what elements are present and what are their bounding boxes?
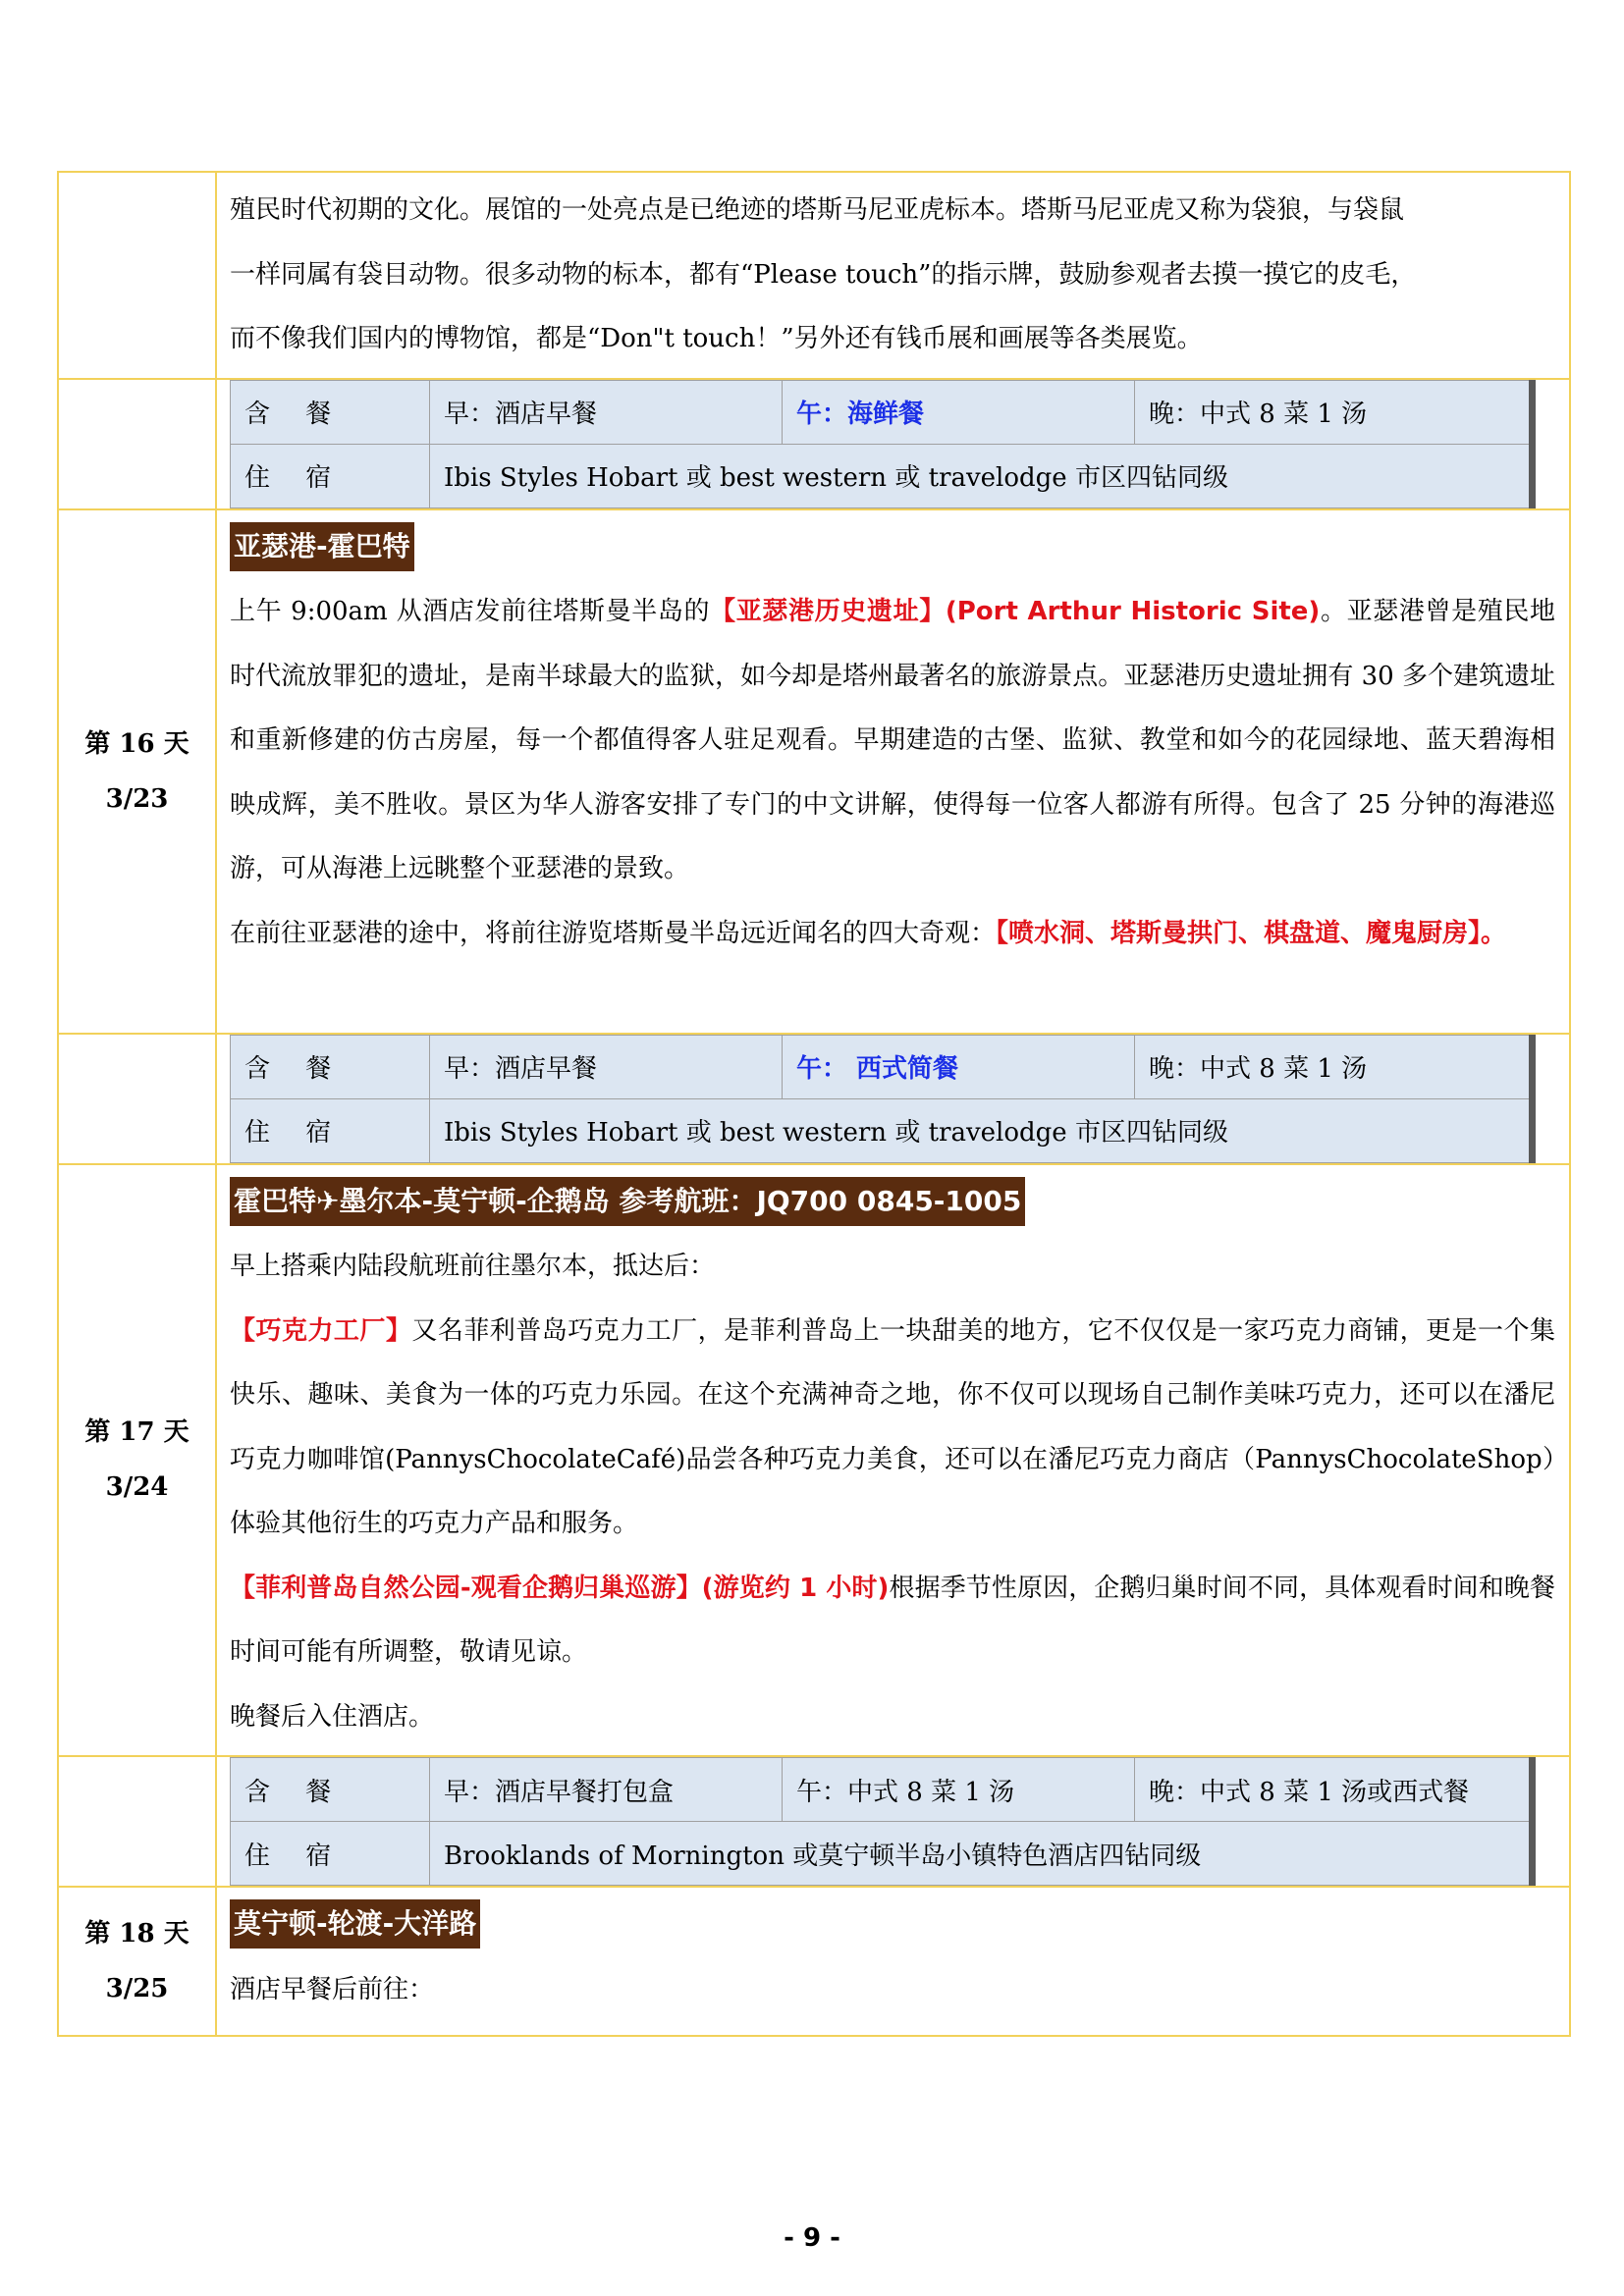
highlight-attraction: 【喷水洞、塔斯曼拱门、棋盘道、魔鬼厨房】。	[996, 918, 1507, 948]
dinner: 晚：中式 8 菜 1 汤或西式餐	[1135, 1758, 1533, 1822]
day-content	[216, 1164, 1570, 1757]
meal-lodging-table	[230, 1757, 1536, 1886]
dinner: 晚：中式 8 菜 1 汤	[1135, 1035, 1533, 1098]
day-cell-empty	[58, 1756, 216, 1887]
lodging-value: Ibis Styles Hobart 或 best western 或 travelodge 市区四钻同级	[430, 1098, 1533, 1162]
info-cell	[216, 379, 1570, 509]
day-cell	[58, 1164, 216, 1757]
day-number: 第 18 天	[84, 1919, 189, 1949]
intro-content	[216, 172, 1570, 379]
breakfast: 早：酒店早餐	[430, 380, 783, 444]
intro-line: 一样同属有袋目动物。很多动物的标本，都有“Please touch”的指示牌，鼓励参观者去摸一摸它的皮毛，	[230, 259, 1417, 290]
day-cell-empty	[58, 172, 216, 379]
lodging-label: 住 宿	[231, 444, 430, 507]
breakfast: 早：酒店早餐打包盒	[430, 1758, 783, 1822]
dinner: 晚：中式 8 菜 1 汤	[1135, 380, 1533, 444]
highlight-attraction: 【菲利普岛自然公园-观看企鹅归巢巡游】(游览约 1 小时)	[230, 1573, 890, 1603]
day-cell-empty	[58, 1034, 216, 1164]
info-row	[58, 1756, 1570, 1887]
lodging-value: Ibis Styles Hobart 或 best western 或 travelodge 市区四钻同级	[430, 444, 1533, 507]
intro-line: 而不像我们国内的博物馆，都是“Don"t touch！”另外还有钱币展和画展等各类展览。	[230, 324, 1203, 353]
lunch: 午：中式 8 菜 1 汤	[783, 1758, 1135, 1822]
day-row	[58, 1164, 1570, 1757]
lodging-row	[231, 1098, 1533, 1162]
day-cell	[58, 509, 216, 1034]
lodging-label: 住 宿	[231, 1098, 430, 1162]
paragraph: 【巧克力工厂】又名菲利普岛巧克力工厂，是菲利普岛上一块甜美的地方，它不仅仅是一家巧克力商铺，更是一个集快乐、趣味、美食为一体的巧克力乐园。在这个充满神奇之地，你不仅可以现场自己制作美味巧克力，还可以在潘尼巧克力咖啡馆(PannysChocolateCafé)品尝各种巧克力美食，还可以在潘尼巧克力商店（PannysChocolateShop）体验其他衍生的巧克力产品和服务。	[230, 1315, 1555, 1538]
meal-row	[231, 1035, 1533, 1098]
day-content	[216, 509, 1570, 1034]
day-title: 亚瑟港-霍巴特	[230, 522, 414, 571]
paragraph: 早上搭乘内陆段航班前往墨尔本，抵达后：	[230, 1252, 716, 1281]
intro-line: 殖民时代初期的文化。展馆的一处亮点是已绝迹的塔斯马尼亚虎标本。塔斯马尼亚虎又称为袋狼，与袋鼠	[230, 195, 1405, 225]
meal-label: 含 餐	[231, 1035, 430, 1098]
lunch: 午：海鲜餐	[783, 380, 1135, 444]
meal-lodging-table	[230, 1035, 1536, 1163]
itinerary-table	[57, 171, 1571, 2037]
day-title: 莫宁顿-轮渡-大洋路	[230, 1899, 480, 1949]
meal-row	[231, 380, 1533, 444]
lunch: 午： 西式简餐	[783, 1035, 1135, 1098]
lodging-row	[231, 1822, 1533, 1886]
page-number: - 9 -	[784, 2223, 840, 2253]
meal-label: 含 餐	[231, 1758, 430, 1822]
day-number: 第 16 天	[84, 728, 189, 759]
paragraph: 在前往亚瑟港的途中，将前往游览塔斯曼半岛远近闻名的四大奇观：【喷水洞、塔斯曼拱门、棋盘道、魔鬼厨房】。	[230, 918, 1507, 948]
breakfast: 早：酒店早餐	[430, 1035, 783, 1098]
info-row	[58, 379, 1570, 509]
info-row	[58, 1034, 1570, 1164]
day-number: 第 17 天	[84, 1417, 189, 1448]
day-title: 霍巴特✈墨尔本-莫宁顿-企鹅岛 参考航班：JQ700 0845-1005	[230, 1177, 1025, 1226]
day-cell-empty	[58, 379, 216, 509]
day-cell	[58, 1887, 216, 2036]
day-row	[58, 1887, 1570, 2036]
day-content	[216, 1887, 1570, 2036]
highlight-attraction: 【亚瑟港历史遗址】(Port Arthur Historic Site)	[710, 597, 1321, 626]
lodging-label: 住 宿	[231, 1822, 430, 1886]
info-cell	[216, 1034, 1570, 1164]
paragraph: 酒店早餐后前往：	[230, 1974, 435, 2004]
paragraph: 晚餐后入住酒店。	[230, 1701, 435, 1732]
day-date: 3/23	[105, 783, 169, 814]
highlight-attraction: 【巧克力工厂】	[230, 1315, 412, 1346]
lodging-row	[231, 444, 1533, 507]
meal-row	[231, 1758, 1533, 1822]
day-row	[58, 509, 1570, 1034]
day-date: 3/24	[105, 1472, 169, 1503]
intro-row	[58, 172, 1570, 379]
paragraph: 上午 9:00am 从酒店发前往塔斯曼半岛的【亚瑟港历史遗址】(Port Arthur Historic Site)。亚瑟港曾是殖民地时代流放罪犯的遗址，是南半球最大的监狱，如今却是塔州最著名的旅游景点。亚瑟港历史遗址拥有 30 多个建筑遗址和重新修建的仿古房屋，每一个都值得客人驻足观看。早期建造的古堡、监狱、教堂和如今的花园绿地、蓝天碧海相映成辉，美不胜收。景区为华人游客安排了专门的中文讲解，使得每一位客人都游有所得。包含了 25 分钟的海港巡游，可从海港上远眺整个亚瑟港的景致。	[230, 597, 1555, 883]
lodging-value: Brooklands of Mornington 或莫宁顿半岛小镇特色酒店四钻同级	[430, 1822, 1533, 1886]
info-cell	[216, 1756, 1570, 1887]
meal-label: 含 餐	[231, 380, 430, 444]
meal-lodging-table	[230, 380, 1536, 508]
day-date: 3/25	[105, 1974, 169, 2003]
paragraph: 【菲利普岛自然公园-观看企鹅归巢巡游】(游览约 1 小时)根据季节性原因，企鹅归巢时间不同，具体观看时间和晚餐时间可能有所调整，敬请见谅。	[230, 1573, 1555, 1667]
